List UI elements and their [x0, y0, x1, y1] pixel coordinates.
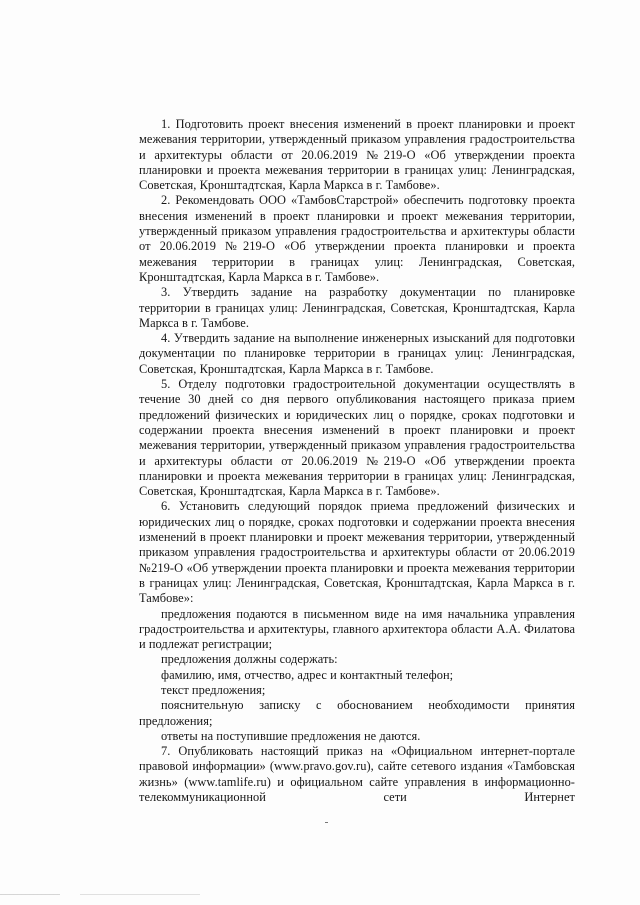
scan-edge-line: [0, 894, 640, 895]
paragraph-1: 1. Подготовить проект внесения изменений в проект планировки и проект межевания территории, утвержденный приказом управления градостроительства и архитектуры области от 20.06.2019 №219-О «Об утверждении проекта планировки и проекта межевания территории в границах улиц: Ленинградская, Советская, Кронштадтская, Карла Маркса в г. Тамбове».: [139, 117, 575, 193]
paragraph-3: 3. Утвердить задание на разработку документации по планировке территории в границах улиц: Ленинградская, Советская, Кронштадтская, Карла Маркса в г. Тамбове.: [139, 285, 575, 330]
list-item-name: фамилию, имя, отчество, адрес и контактный телефон;: [161, 667, 454, 682]
paragraph-5: 5. Отделу подготовки градостроительной документации осуществлять в течение 30 дней со дня первого опубликования настоящего приказа прием предложений физических и юридических лиц о порядке, сроках подготовки и содержании проекта внесения изменений в проект планировки и проект межевания территории, утвержденный приказом управления градостроительства и архитектуры области от 20.06.2019 №219-О «Об утверждении проекта планировки и проекта межевания территории в границах улиц: Ленинградская, Советская, Кронштадтская, Карла Маркса в г. Тамбове».: [139, 377, 575, 499]
list-item-contents: предложения должны содержать:: [161, 652, 338, 667]
paragraph-2: 2. Рекомендовать ООО «ТамбовСтарстрой» обеспечить подготовку проекта внесения изменений в проект планировки и проект межевания территории, утвержденный приказом управления градостроительства и архитектуры области от 20.06.2019 №219-О «Об утверждении проекта планировки и проекта межевания территории в границах улиц: Ленинградская, Советская, Кронштадтская, Карла Маркса в г. Тамбове».: [139, 193, 575, 284]
scan-speck: [325, 822, 328, 823]
list-item-note: пояснительную записку с обоснованием необходимости принятия предложения;: [139, 698, 575, 728]
list-item-text: текст предложения;: [161, 682, 266, 697]
paragraph-4: 4. Утвердить задание на выполнение инженерных изысканий для подготовки документации по планировке территории в границах улиц: Ленинградская, Советская, Кронштадтская, Карла Маркса в г. Тамбове.: [139, 331, 575, 376]
list-item-answers: ответы на поступившие предложения не даются.: [161, 728, 421, 743]
document-body: [139, 117, 575, 805]
paragraph-7: 7. Опубликовать настоящий приказ на «Официальном интернет-портале правовой информации» (www.pravo.gov.ru), сайте сетевого издания «Тамбовская жизнь» (www.tamlife.ru) и официальном сайте управления в информационно-телекоммуникационной сети Интернет: [139, 744, 575, 805]
list-item-submission: предложения подаются в письменном виде на имя начальника управления градостроительства и архитектуры, главного архитектора области А.А. Филатова и подлежат регистрации;: [139, 606, 575, 652]
paragraph-6: 6. Установить следующий порядок приема предложений физических и юридических лиц о порядке, сроках подготовки и содержании проекта внесения изменений в проект планировки и проект межевания территории, утвержденный приказом управления градостроительства и архитектуры области от 20.06.2019 №219-О «Об утверждении проекта планировки и проекта межевания территории в границах улиц: Ленинградская, Советская, Кронштадтская, Карла Маркса в г. Тамбове»:: [139, 499, 575, 606]
